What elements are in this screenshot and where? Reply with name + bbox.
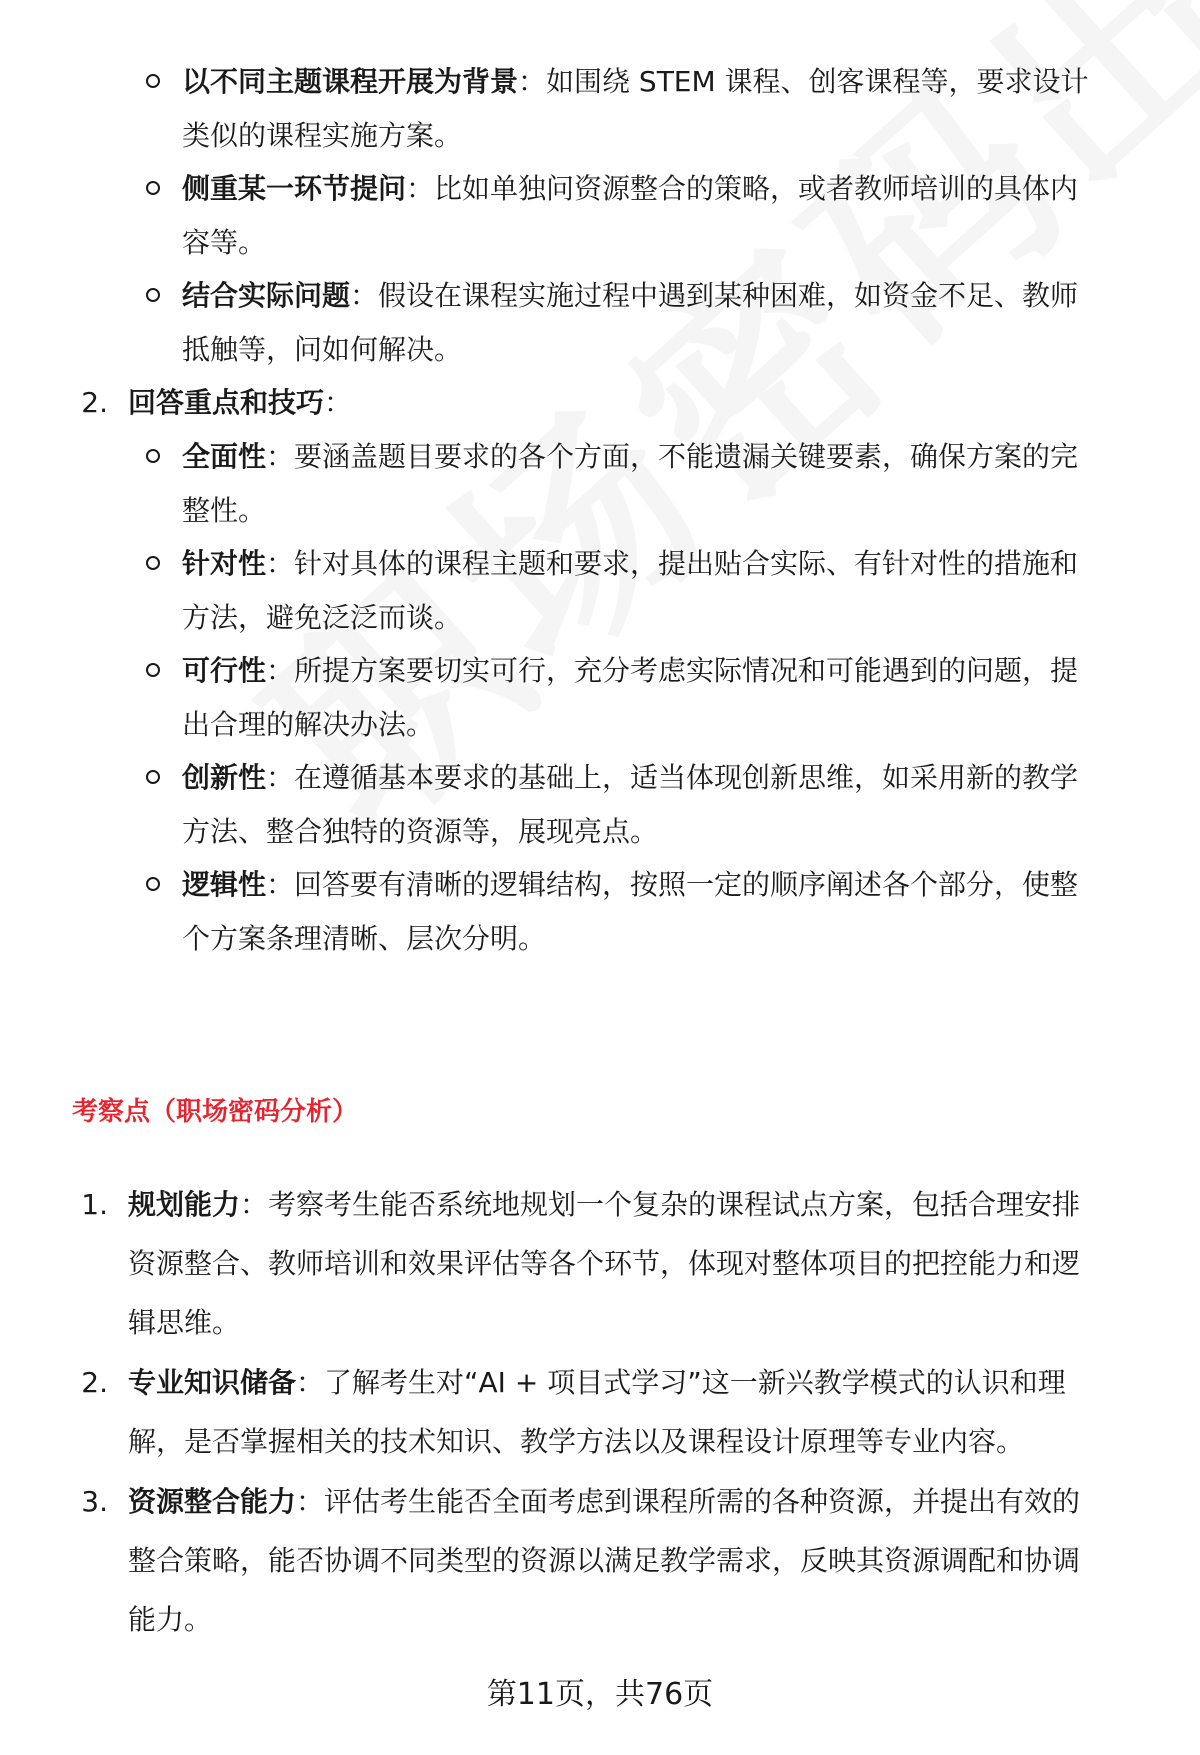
- bullet-circle-icon: [146, 663, 160, 677]
- list-item: [128, 1175, 1158, 1234]
- item-term: 创新性: [182, 761, 267, 794]
- item-text-continuation: 方法、整合独特的资源等，展现亮点。: [182, 815, 659, 848]
- item-text-continuation: 出合理的解决办法。: [182, 708, 435, 741]
- item-text: ：针对具体的课程主题和要求，提出贴合实际、有针对性的措施和: [266, 547, 1079, 580]
- item-term: 规划能力: [128, 1188, 241, 1221]
- item-text-continuation: 方法，避免泛泛而谈。: [182, 601, 463, 634]
- bullet-circle-icon: [146, 181, 160, 195]
- item-text-continuation: 容等。: [182, 226, 267, 259]
- list-item: [128, 1472, 1158, 1531]
- list-item: [182, 748, 1142, 807]
- list-number: 1.: [81, 1188, 108, 1221]
- section-title: 考察点（职场密码分析）: [72, 1097, 359, 1127]
- list-item: [182, 855, 1142, 914]
- item-term: 全面性: [182, 440, 267, 473]
- bullet-circle-icon: [146, 556, 160, 570]
- list-number: 3.: [81, 1485, 108, 1518]
- item-text: ：考察考生能否系统地规划一个复杂的课程试点方案，包括合理安排: [240, 1188, 1081, 1221]
- list-number: 2.: [81, 386, 108, 419]
- item-term: 逻辑性: [182, 868, 267, 901]
- list-item: [128, 1353, 1158, 1412]
- page-footer: 第11页，共76页: [486, 1677, 714, 1712]
- item-text: ：了解考生对“AI + 项目式学习”这一新兴教学模式的认识和理: [296, 1366, 1066, 1399]
- item-text: ：所提方案要切实可行，充分考虑实际情况和可能遇到的问题，提: [266, 654, 1079, 687]
- item-text: ：假设在课程实施过程中遇到某种困难，如资金不足、教师: [350, 279, 1079, 312]
- bullet-circle-icon: [146, 449, 160, 463]
- list-item: [128, 373, 1158, 432]
- item-text: ：在遵循基本要求的基础上，适当体现创新思维，如采用新的教学: [266, 761, 1079, 794]
- item-text-continuation: 资源整合、教师培训和效果评估等各个环节，体现对整体项目的把控能力和逻: [128, 1247, 1081, 1280]
- list-number: 2.: [81, 1366, 108, 1399]
- item-text-continuation: 抵触等，问如何解决。: [182, 333, 463, 366]
- item-text-continuation: 辑思维。: [128, 1306, 241, 1339]
- item-text: ：要涵盖题目要求的各个方面，不能遗漏关键要素，确保方案的完: [266, 440, 1079, 473]
- item-term: 专业知识储备: [128, 1366, 297, 1399]
- item-text: ：回答要有清晰的逻辑结构，按照一定的顺序阐述各个部分，使整: [266, 868, 1079, 901]
- list-item: [182, 641, 1142, 700]
- item-text-continuation: 解，是否掌握相关的技术知识、教学方法以及课程设计原理等专业内容。: [128, 1425, 1025, 1458]
- item-term: 结合实际问题: [182, 279, 351, 312]
- list-item: [182, 534, 1142, 593]
- item-text-continuation: 整性。: [182, 494, 267, 527]
- item-text-continuation: 能力。: [128, 1603, 213, 1636]
- item-text-continuation: 整合策略，能否协调不同类型的资源以满足教学需求，反映其资源调配和协调: [128, 1544, 1081, 1577]
- item-term: 回答重点和技巧: [128, 386, 325, 419]
- list-item: [182, 159, 1142, 218]
- item-term: 针对性: [182, 547, 267, 580]
- list-item: [182, 266, 1142, 325]
- bullet-circle-icon: [146, 288, 160, 302]
- item-term: 可行性: [182, 654, 267, 687]
- item-text: ：比如单独问资源整合的策略，或者教师培训的具体内: [406, 172, 1079, 205]
- list-item: [182, 427, 1142, 486]
- item-term: 资源整合能力: [128, 1485, 297, 1518]
- list-item: [182, 52, 1142, 111]
- item-term: 侧重某一环节提问: [182, 172, 407, 205]
- item-text: ：如围绕 STEM 课程、创客课程等，要求设计: [518, 65, 1089, 98]
- item-text: ：评估考生能否全面考虑到课程所需的各种资源，并提出有效的: [296, 1485, 1081, 1518]
- bullet-circle-icon: [146, 74, 160, 88]
- item-term: 以不同主题课程开展为背景: [182, 65, 519, 98]
- bullet-circle-icon: [146, 770, 160, 784]
- item-colon: ：: [324, 386, 353, 419]
- item-text-continuation: 类似的课程实施方案。: [182, 119, 463, 152]
- item-text-continuation: 个方案条理清晰、层次分明。: [182, 922, 547, 955]
- bullet-circle-icon: [146, 877, 160, 891]
